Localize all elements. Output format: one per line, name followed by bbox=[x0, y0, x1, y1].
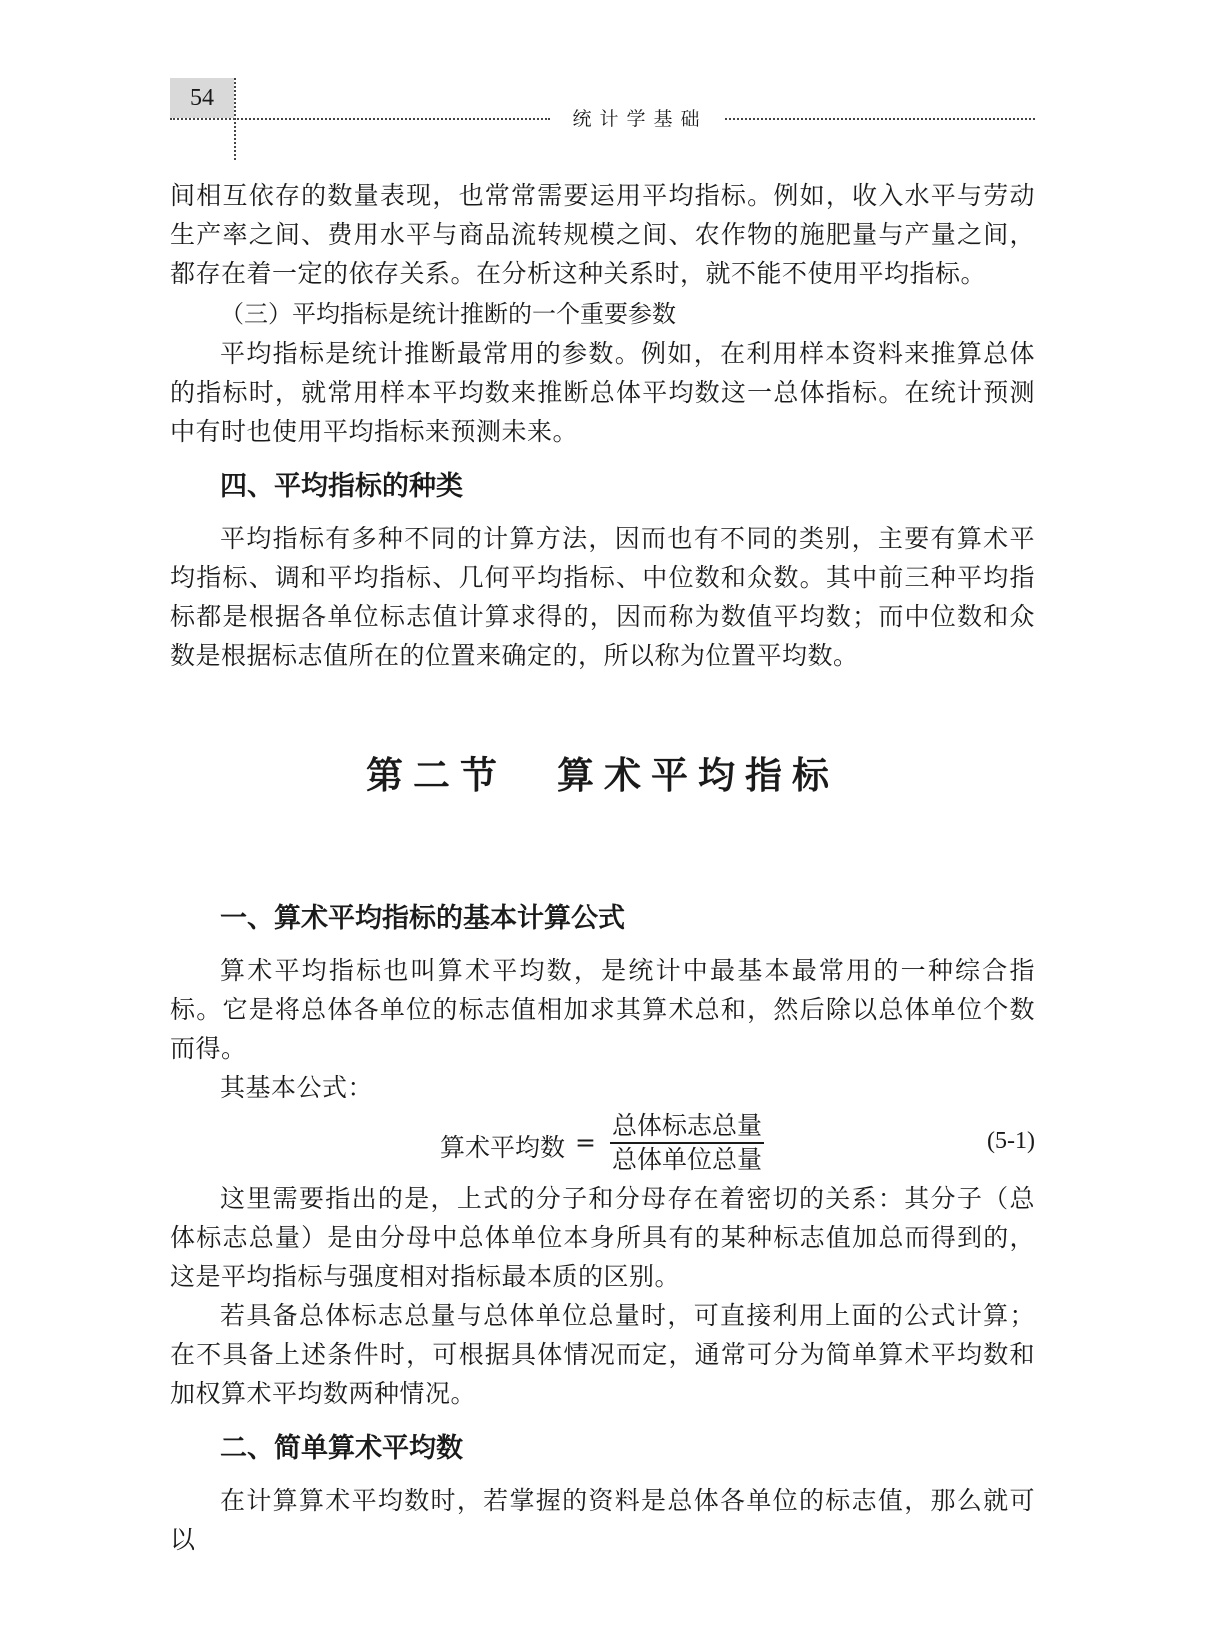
running-head-title: 统计学基础 bbox=[572, 108, 708, 130]
formula-lhs: 算术平均数 bbox=[440, 1133, 566, 1162]
formula-number: (5-1) bbox=[987, 1128, 1035, 1154]
paragraph: 在计算算术平均数时，若掌握的资料是总体各单位的标志值，那么就可以 bbox=[170, 1486, 1035, 1554]
formula-fraction bbox=[610, 1111, 764, 1175]
paragraph: 若具备总体标志总量与总体单位总量时，可直接利用上面的公式计算；在不具备上述条件时，可根据具体情况而定，通常可分为简单算术平均数和加权算术平均数两种情况。 bbox=[170, 1301, 1035, 1408]
formula-equals: = bbox=[575, 1128, 596, 1157]
heading-types-of-averages: 四、平均指标的种类 bbox=[220, 471, 463, 502]
paragraph: 其基本公式： bbox=[220, 1073, 374, 1102]
page-body bbox=[170, 176, 1035, 1559]
header-rule-right bbox=[725, 118, 1035, 120]
paragraph: 平均指标有多种不同的计算方法，因而也有不同的类别，主要有算术平均指标、调和平均指标、几何平均指标、中位数和众数。其中前三种平均指标都是根据各单位标志值计算求得的，因而称为数值平均数；而中位数和众数是根据标志值所在的位置来确定的，所以称为位置平均数。 bbox=[170, 524, 1035, 670]
heading-basic-formula: 一、算术平均指标的基本计算公式 bbox=[220, 903, 625, 934]
subheading-3: （三）平均指标是统计推断的一个重要参数 bbox=[220, 300, 676, 328]
formula-numerator: 总体标志总量 bbox=[610, 1111, 764, 1144]
paragraph: 算术平均指标也叫算术平均数，是统计中最基本最常用的一种综合指标。它是将总体各单位的标志值相加求其算术总和，然后除以总体单位个数而得。 bbox=[170, 956, 1035, 1063]
heading-simple-mean: 二、简单算术平均数 bbox=[220, 1433, 463, 1464]
formula-5-1 bbox=[170, 1111, 1035, 1175]
paragraph: 这里需要指出的是，上式的分子和分母存在着密切的关系：其分子（总体标志总量）是由分母中总体单位本身所具有的某种标志值加总而得到的，这是平均指标与强度相对指标最本质的区别。 bbox=[170, 1184, 1035, 1291]
formula-denominator: 总体单位总量 bbox=[612, 1145, 763, 1174]
page-number: 54 bbox=[170, 78, 234, 118]
header-rule-left bbox=[170, 118, 550, 120]
section-title bbox=[170, 745, 1035, 799]
section-number: 第二节 bbox=[366, 754, 507, 797]
paragraph-continued: 间相互依存的数量表现，也常常需要运用平均指标。例如，收入水平与劳动生产率之间、费用水平与商品流转规模之间、农作物的施肥量与产量之间，都存在着一定的依存关系。在分析这种关系时，就不能不使用平均指标。 bbox=[170, 181, 1035, 288]
section-name: 算术平均指标 bbox=[557, 754, 839, 797]
paragraph: 平均指标是统计推断最常用的参数。例如，在利用样本资料来推算总体的指标时，就常用样本平均数来推断总体平均数这一总体指标。在统计预测中有时也使用平均指标来预测未来。 bbox=[170, 339, 1035, 446]
